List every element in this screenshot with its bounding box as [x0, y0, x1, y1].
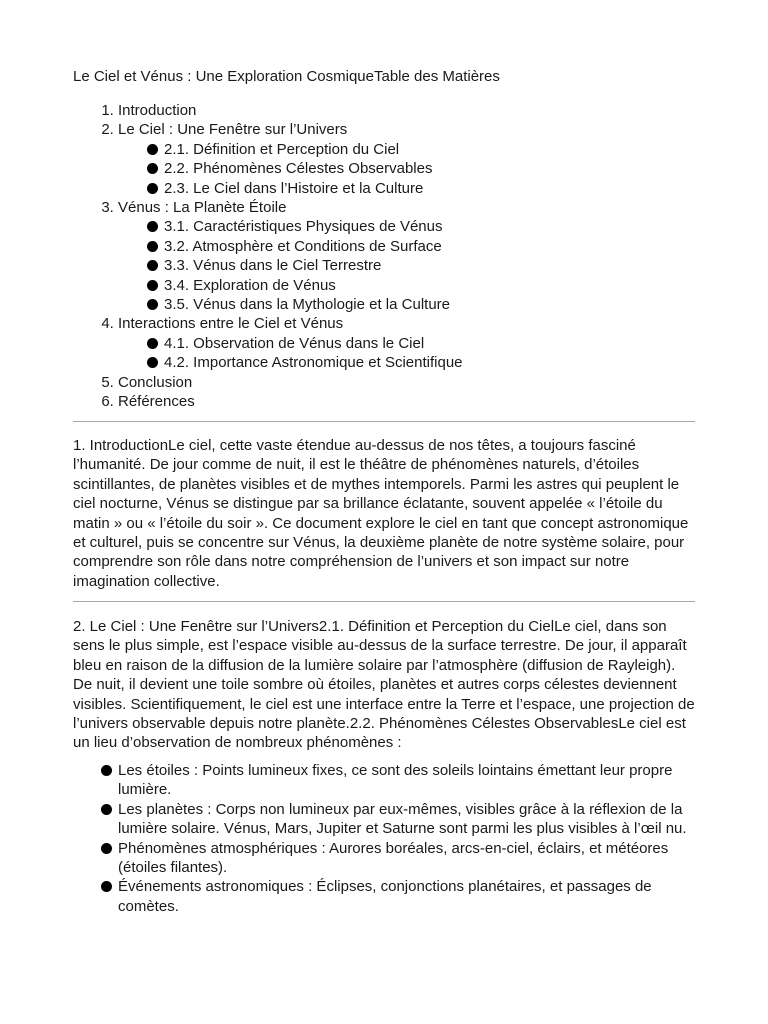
toc-subitem: 3.4. Exploration de Vénus	[164, 276, 695, 295]
section-divider	[73, 601, 695, 602]
document-title: Le Ciel et Vénus : Une Exploration CosmiqueTable des Matières	[73, 68, 500, 85]
toc-item-le-ciel	[118, 120, 695, 198]
toc-sublist	[118, 217, 695, 314]
toc-sublist	[118, 140, 695, 198]
phenomena-item: Événements astronomiques : Éclipses, conjonctions planétaires, et passages de comètes.	[118, 877, 695, 916]
section-divider	[73, 421, 695, 422]
toc-subitem: 3.2. Atmosphère et Conditions de Surface	[164, 237, 695, 256]
toc-subitem: 3.5. Vénus dans la Mythologie et la Culture	[164, 295, 695, 314]
ciel-section-paragraph: 2. Le Ciel : Une Fenêtre sur l’Univers2.1. Définition et Perception du CielLe ciel, dans son sens le plus simple, est l’espace visible au-dessus de la surface terrestre. De jour, il apparaît bleu en raison de la diffusion de la lumière solaire par l’atmosphère (diffusion de Rayleigh). De nuit, il devient une toile sombre où étoiles, planètes et autres corps célestes deviennent visibles. Scientifiquement, le ciel est une interface entre la Terre et l’espace, une projection de l’univers observable depuis notre planète.2.2. Phénomènes Célestes ObservablesLe ciel est un lieu d’observation de nombreux phénomènes :	[73, 618, 695, 752]
phenomena-list	[73, 761, 695, 916]
toc-item-conclusion	[118, 373, 695, 392]
phenomena-item: Phénomènes atmosphériques : Aurores boréales, arcs-en-ciel, éclairs, et météores (étoiles filantes).	[118, 839, 695, 878]
toc-subitem: 4.1. Observation de Vénus dans le Ciel	[164, 334, 695, 353]
toc-subitem: 2.2. Phénomènes Célestes Observables	[164, 159, 695, 178]
toc-item-label: Conclusion	[118, 373, 193, 391]
toc-subitem: 4.2. Importance Astronomique et Scientifique	[164, 353, 695, 372]
toc-item-label: Introduction	[118, 102, 197, 119]
toc-item-venus	[118, 198, 695, 314]
toc-item-references	[118, 392, 695, 411]
toc-list	[73, 101, 695, 412]
table-of-contents	[73, 101, 695, 412]
toc-sublist	[118, 334, 695, 373]
toc-item-label: Vénus : La Planète Étoile	[118, 199, 287, 217]
toc-item-label: Le Ciel : Une Fenêtre sur l’Univers	[118, 121, 348, 139]
toc-subitem: 2.1. Définition et Perception du Ciel	[164, 140, 695, 159]
toc-item-introduction	[118, 101, 695, 120]
phenomena-item: Les planètes : Corps non lumineux par eux-mêmes, visibles grâce à la réflexion de la lumière solaire. Vénus, Mars, Jupiter et Saturne sont parmi les plus visibles à l’œil nu.	[118, 800, 695, 839]
toc-subitem: 3.1. Caractéristiques Physiques de Vénus	[164, 217, 695, 236]
toc-item-interactions	[118, 314, 695, 372]
toc-item-label: Références	[118, 393, 195, 411]
toc-subitem: 2.3. Le Ciel dans l’Histoire et la Culture	[164, 179, 695, 198]
phenomena-item: Les étoiles : Points lumineux fixes, ce sont des soleils lointains émettant leur propre lumière.	[118, 761, 695, 800]
toc-subitem: 3.3. Vénus dans le Ciel Terrestre	[164, 256, 695, 275]
introduction-paragraph: 1. IntroductionLe ciel, cette vaste étendue au-dessus de nos têtes, a toujours fasciné l’humanité. De jour comme de nuit, il est le théâtre de phénomènes naturels, d’étoiles scintillantes, de planètes visibles et de mythes intemporels. Parmi les astres qui peuplent le ciel nocturne, Vénus se distingue par sa brillance éclatante, souvent appelée « l’étoile du matin » ou « l’étoile du soir ». Ce document explore le ciel en tant que concept astronomique et culturel, puis se concentre sur Vénus, la deuxième planète de notre système solaire, pour comprendre son rôle dans notre compréhension de l’univers et son impact sur notre imagination collective.	[73, 437, 689, 590]
toc-item-label: Interactions entre le Ciel et Vénus	[118, 315, 344, 333]
